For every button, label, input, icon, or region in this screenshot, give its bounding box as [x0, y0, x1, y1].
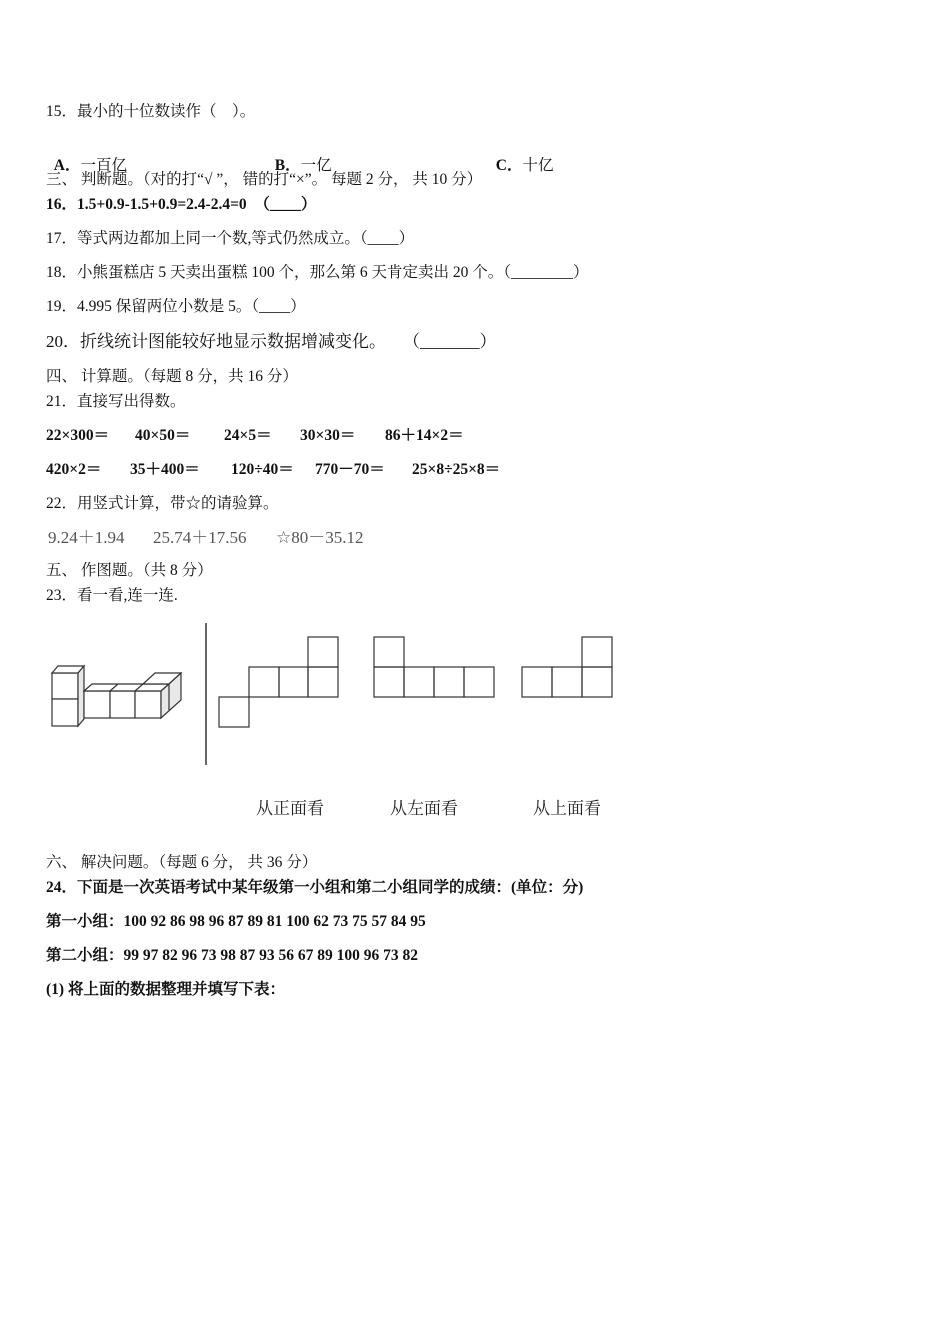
q21-calc-9: 770－70＝ [315, 461, 385, 478]
section-5-heading: 五、 作图题。（共 8 分） [46, 562, 213, 579]
q21-calc-8: 120÷40＝ [231, 461, 294, 478]
label-top-view[interactable]: 从上面看 [533, 799, 601, 819]
q15-question: 15．最小的十位数读作（ ）。 [46, 103, 256, 120]
q24-group-1: 第一小组：100 92 86 98 96 87 89 81 100 62 73 75 57 84 95 [46, 913, 426, 930]
q24-part-1: (1) 将上面的数据整理并填写下表： [46, 981, 285, 998]
q21-calc-4: 30×30＝ [300, 427, 356, 444]
section-6-heading: 六、 解决问题。（每题 6 分， 共 36 分） [46, 854, 318, 871]
option-text: 一百亿 [80, 157, 127, 174]
q21-calc-1: 22×300＝ [46, 427, 110, 444]
q22-title: 22．用竖式计算，带☆的请验算。 [46, 495, 279, 512]
q17-text: 17．等式两边都加上同一个数,等式仍然成立。（____） [46, 230, 415, 247]
q22-item-2: 25.74＋17.56 [153, 528, 247, 547]
q16-text: 16．1.5+0.9-1.5+0.9=2.4-2.4=0 （____） [46, 196, 317, 213]
q21-calc-6: 420×2＝ [46, 461, 102, 478]
q24-intro: 24．下面是一次英语考试中某年级第一小组和第二小组同学的成绩：(单位：分) [46, 879, 584, 896]
label-front-view[interactable]: 从正面看 [256, 799, 324, 819]
option-text: 一亿 [300, 157, 332, 174]
q19-text: 19．4.995 保留两位小数是 5。（____） [46, 298, 306, 315]
q24-group-2: 第二小组：99 97 82 96 73 98 87 93 56 67 89 100 96 73 82 [46, 947, 419, 964]
q23-title: 23．看一看,连一连. [46, 587, 178, 604]
section-4-heading: 四、 计算题。（每题 8 分，共 16 分） [46, 368, 298, 385]
q21-calc-3: 24×5＝ [224, 427, 272, 444]
option-letter: B． [274, 157, 301, 174]
option-letter: A． [53, 157, 81, 174]
cube-solid-3d [52, 666, 181, 726]
q21-calc-10: 25×8÷25×8＝ [412, 461, 501, 478]
q22-item-1: 9.24＋1.94 [48, 528, 125, 547]
q21-calc-2: 40×50＝ [135, 427, 191, 444]
label-left-view[interactable]: 从左面看 [390, 799, 458, 819]
q18-text: 18．小熊蛋糕店 5 天卖出蛋糕 100 个，那么第 6 天肯定卖出 20 个。（________） [46, 264, 589, 281]
option-text: 十亿 [522, 157, 554, 174]
q21-calc-7: 35＋400＝ [130, 461, 200, 478]
q21-title: 21．直接写出得数。 [46, 393, 186, 410]
front-view-grid [219, 637, 338, 727]
q22-item-3: ☆80－35.12 [276, 528, 364, 547]
left-view-grid [374, 637, 494, 697]
q21-calc-5: 86＋14×2＝ [385, 427, 464, 444]
section-3-heading: 三、 判断题。（对的打“√ ”， 错的打“×”。 每题 2 分， 共 10 分） [46, 171, 483, 188]
top-view-grid [522, 637, 612, 697]
option-letter: C． [495, 157, 523, 174]
q20-text: 20．折线统计图能较好地显示数据增减变化。 （_______） [46, 332, 497, 351]
